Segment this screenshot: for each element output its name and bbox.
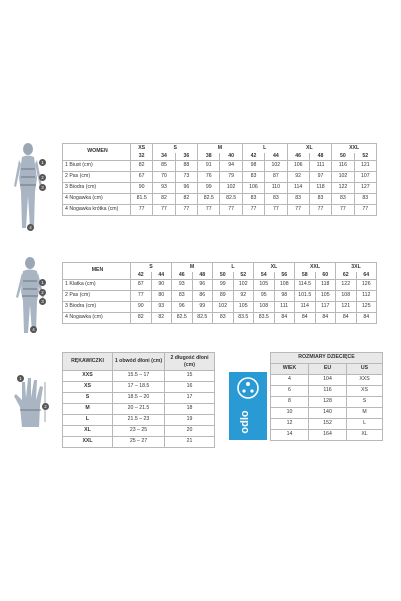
- men-cell: 86: [192, 291, 213, 302]
- kids-cell: XS: [347, 386, 383, 397]
- kids-cell: S: [347, 397, 383, 408]
- men-cell: 99: [192, 302, 213, 313]
- women-cell: 82: [153, 194, 175, 205]
- women-row-label: 3 Biodra (cm): [63, 183, 131, 194]
- men-eu-size: 60: [315, 272, 336, 280]
- men-size-0: S: [131, 263, 172, 272]
- kids-title: ROZMIARY DZIECIĘCE: [271, 353, 383, 364]
- men-cell: 83: [172, 291, 193, 302]
- kids-size-table: [270, 352, 383, 441]
- men-cell: 82.5: [192, 313, 213, 324]
- odlo-logo: [229, 372, 267, 440]
- men-cell: 82.5: [172, 313, 193, 324]
- men-cell: 90: [131, 302, 152, 313]
- men-cell: 84: [356, 313, 377, 324]
- kids-cell: XXS: [347, 375, 383, 386]
- men-eu-size: 58: [295, 272, 316, 280]
- women-cell: 122: [332, 183, 354, 194]
- kids-cell: 14: [271, 430, 309, 441]
- women-cell: 70: [153, 172, 175, 183]
- kids-cell: 6: [271, 386, 309, 397]
- kids-cell: 140: [309, 408, 347, 419]
- men-eu-size: 46: [172, 272, 193, 280]
- women-size-5: XXL: [332, 144, 377, 153]
- women-eu-size: 44: [265, 153, 287, 161]
- women-row-label: 2 Pas (cm): [63, 172, 131, 183]
- women-eu-size: 42: [242, 153, 264, 161]
- women-cell: 94: [220, 161, 242, 172]
- men-row-label: 4 Nogawka (cm): [63, 313, 131, 324]
- gloves-cell: 17: [165, 393, 215, 404]
- men-cell: 121: [336, 302, 357, 313]
- men-cell: 83: [213, 313, 234, 324]
- men-row-label: 2 Pas (cm): [63, 291, 131, 302]
- men-eu-size: 54: [254, 272, 275, 280]
- women-size-3: L: [242, 144, 287, 153]
- gloves-cell: XXL: [63, 437, 113, 448]
- women-cell: 85: [153, 161, 175, 172]
- gloves-cell: L: [63, 415, 113, 426]
- women-cell: 67: [131, 172, 153, 183]
- women-cell: 77: [265, 205, 287, 216]
- men-badge-4: 4: [30, 326, 37, 333]
- men-cell: 102: [213, 302, 234, 313]
- men-cell: 117: [315, 302, 336, 313]
- men-cell: 114: [295, 302, 316, 313]
- women-cell: 83: [332, 194, 354, 205]
- gloves-cell: 16: [165, 382, 215, 393]
- men-eu-size: 62: [336, 272, 357, 280]
- men-cell: 83.5: [233, 313, 254, 324]
- kids-cell: 12: [271, 419, 309, 430]
- kids-header-0: WIEK: [271, 364, 309, 375]
- men-size-1: M: [172, 263, 213, 272]
- men-cell: 87: [131, 280, 152, 291]
- gloves-cell: 18: [165, 404, 215, 415]
- men-eu-size: 42: [131, 272, 152, 280]
- kids-cell: 164: [309, 430, 347, 441]
- men-figure: [12, 255, 48, 337]
- men-cell: 105: [315, 291, 336, 302]
- men-cell: 114.5: [295, 280, 316, 291]
- men-size-2: L: [213, 263, 254, 272]
- gloves-cell: 20 – 21.5: [113, 404, 165, 415]
- men-cell: 122: [336, 280, 357, 291]
- kids-cell: L: [347, 419, 383, 430]
- women-size-2: M: [198, 144, 243, 153]
- women-cell: 77: [332, 205, 354, 216]
- women-cell: 77: [287, 205, 309, 216]
- men-row-label: 1 Klatka (cm): [63, 280, 131, 291]
- women-cell: 116: [332, 161, 354, 172]
- women-row-label: 4 Nogawka krótka (cm): [63, 205, 131, 216]
- badge-4: 4: [27, 224, 34, 231]
- women-cell: 102: [265, 161, 287, 172]
- men-cell: 96: [192, 280, 213, 291]
- men-badge-3: 3: [39, 298, 46, 305]
- women-cell: 83: [265, 194, 287, 205]
- women-cell: 92: [287, 172, 309, 183]
- logo-text: odlo: [239, 410, 251, 434]
- men-cell: 99: [213, 280, 234, 291]
- women-cell: 90: [131, 183, 153, 194]
- men-cell: 96: [172, 302, 193, 313]
- women-cell: 88: [175, 161, 197, 172]
- kids-cell: XL: [347, 430, 383, 441]
- men-cell: 108: [274, 280, 295, 291]
- men-eu-size: 52: [233, 272, 254, 280]
- men-cell: 111: [274, 302, 295, 313]
- men-cell: 118: [315, 280, 336, 291]
- women-size-0: XS: [131, 144, 153, 153]
- women-size-4: XL: [287, 144, 332, 153]
- women-cell: 96: [175, 183, 197, 194]
- women-cell: 107: [354, 172, 376, 183]
- gloves-size-table: [62, 352, 215, 448]
- men-cell: 82: [131, 313, 152, 324]
- gloves-cell: XS: [63, 382, 113, 393]
- kids-cell: 10: [271, 408, 309, 419]
- women-cell: 77: [131, 205, 153, 216]
- men-eu-size: 50: [213, 272, 234, 280]
- women-cell: 111: [309, 161, 331, 172]
- women-size-table: [62, 143, 377, 216]
- women-eu-size: 50: [332, 153, 354, 161]
- men-cell: 84: [295, 313, 316, 324]
- gloves-cell: 20: [165, 426, 215, 437]
- women-cell: 99: [198, 183, 220, 194]
- gloves-cell: 19: [165, 415, 215, 426]
- men-eu-size: 56: [274, 272, 295, 280]
- women-cell: 82: [131, 161, 153, 172]
- men-cell: 102: [233, 280, 254, 291]
- women-cell: 77: [242, 205, 264, 216]
- women-eu-size: 40: [220, 153, 242, 161]
- men-size-5: 3XL: [336, 263, 377, 272]
- women-cell: 110: [265, 183, 287, 194]
- gloves-cell: 21.5 – 23: [113, 415, 165, 426]
- women-cell: 98: [242, 161, 264, 172]
- men-cell: 92: [233, 291, 254, 302]
- gloves-cell: 25 – 27: [113, 437, 165, 448]
- gloves-cell: 15: [165, 371, 215, 382]
- women-eu-size: 52: [354, 153, 376, 161]
- men-size-4: XXL: [295, 263, 336, 272]
- women-cell: 83: [242, 194, 264, 205]
- women-eu-size: 46: [287, 153, 309, 161]
- hand-badge-2: 2: [42, 403, 49, 410]
- women-cell: 82: [175, 194, 197, 205]
- women-eu-size: 36: [175, 153, 197, 161]
- women-cell: 106: [287, 161, 309, 172]
- men-row-label: 3 Biodra (cm): [63, 302, 131, 313]
- men-cell: 98: [274, 291, 295, 302]
- gloves-cell: 18.5 – 20: [113, 393, 165, 404]
- women-cell: 118: [309, 183, 331, 194]
- gloves-cell: XXS: [63, 371, 113, 382]
- kids-cell: 4: [271, 375, 309, 386]
- kids-cell: 8: [271, 397, 309, 408]
- hand-badge-1: 1: [17, 375, 24, 382]
- men-cell: 108: [336, 291, 357, 302]
- kids-cell: M: [347, 408, 383, 419]
- women-cell: 82.5: [220, 194, 242, 205]
- women-cell: 83: [287, 194, 309, 205]
- women-cell: 102: [220, 183, 242, 194]
- gloves-cell: 17 – 18.5: [113, 382, 165, 393]
- women-cell: 77: [153, 205, 175, 216]
- gloves-header-0: RĘKAWICZKI: [63, 353, 113, 371]
- men-size-table: [62, 262, 377, 324]
- women-cell: 73: [175, 172, 197, 183]
- women-cell: 102: [332, 172, 354, 183]
- women-eu-size: 32: [131, 153, 153, 161]
- women-cell: 77: [175, 205, 197, 216]
- men-badge-2: 2: [39, 289, 46, 296]
- women-eu-size: 34: [153, 153, 175, 161]
- men-cell: 82: [151, 313, 172, 324]
- women-cell: 121: [354, 161, 376, 172]
- women-cell: 97: [309, 172, 331, 183]
- men-cell: 90: [151, 280, 172, 291]
- men-cell: 84: [336, 313, 357, 324]
- women-cell: 77: [198, 205, 220, 216]
- men-eu-size: 44: [151, 272, 172, 280]
- women-cell: 83: [242, 172, 264, 183]
- men-cell: 83.5: [254, 313, 275, 324]
- men-cell: 126: [356, 280, 377, 291]
- men-cell: 80: [151, 291, 172, 302]
- men-cell: 101.5: [295, 291, 316, 302]
- women-size-1: S: [153, 144, 198, 153]
- men-cell: 89: [213, 291, 234, 302]
- women-row-label: 4 Nogawka (cm): [63, 194, 131, 205]
- gloves-cell: M: [63, 404, 113, 415]
- women-cell: 81.5: [131, 194, 153, 205]
- men-cell: 95: [254, 291, 275, 302]
- men-size-3: XL: [254, 263, 295, 272]
- men-cell: 105: [233, 302, 254, 313]
- women-eu-size: 48: [309, 153, 331, 161]
- men-cell: 112: [356, 291, 377, 302]
- women-cell: 87: [265, 172, 287, 183]
- men-cell: 84: [315, 313, 336, 324]
- men-cell: 93: [151, 302, 172, 313]
- women-eu-size: 38: [198, 153, 220, 161]
- gloves-cell: S: [63, 393, 113, 404]
- women-cell: 79: [220, 172, 242, 183]
- women-cell: 114: [287, 183, 309, 194]
- women-title: WOMEN: [63, 144, 131, 161]
- men-cell: 105: [254, 280, 275, 291]
- men-cell: 93: [172, 280, 193, 291]
- kids-cell: 116: [309, 386, 347, 397]
- women-cell: 106: [242, 183, 264, 194]
- women-cell: 83: [354, 194, 376, 205]
- women-cell: 82.5: [198, 194, 220, 205]
- men-cell: 108: [254, 302, 275, 313]
- men-cell: 77: [131, 291, 152, 302]
- gloves-header-1: 1 obwód dłoni (cm): [113, 353, 165, 371]
- women-cell: 91: [198, 161, 220, 172]
- men-title: MEN: [63, 263, 131, 280]
- badge-2: 2: [39, 174, 46, 181]
- badge-3: 3: [39, 184, 46, 191]
- women-cell: 127: [354, 183, 376, 194]
- gloves-cell: XL: [63, 426, 113, 437]
- kids-cell: 128: [309, 397, 347, 408]
- women-cell: 77: [309, 205, 331, 216]
- badge-1: 1: [39, 159, 46, 166]
- women-cell: 83: [309, 194, 331, 205]
- women-cell: 76: [198, 172, 220, 183]
- kids-cell: 104: [309, 375, 347, 386]
- kids-header-1: EU: [309, 364, 347, 375]
- gloves-cell: 21: [165, 437, 215, 448]
- gloves-cell: 15.5 – 17: [113, 371, 165, 382]
- gloves-cell: 23 – 25: [113, 426, 165, 437]
- men-cell: 84: [274, 313, 295, 324]
- kids-header-2: US: [347, 364, 383, 375]
- men-cell: 125: [356, 302, 377, 313]
- men-badge-1: 1: [39, 279, 46, 286]
- gloves-header-2: 2 długość dłoni (cm): [165, 353, 215, 371]
- women-row-label: 1 Biust (cm): [63, 161, 131, 172]
- men-eu-size: 64: [356, 272, 377, 280]
- women-cell: 77: [220, 205, 242, 216]
- hand-figure: [8, 372, 53, 432]
- women-cell: 77: [354, 205, 376, 216]
- kids-cell: 152: [309, 419, 347, 430]
- women-cell: 93: [153, 183, 175, 194]
- men-eu-size: 48: [192, 272, 213, 280]
